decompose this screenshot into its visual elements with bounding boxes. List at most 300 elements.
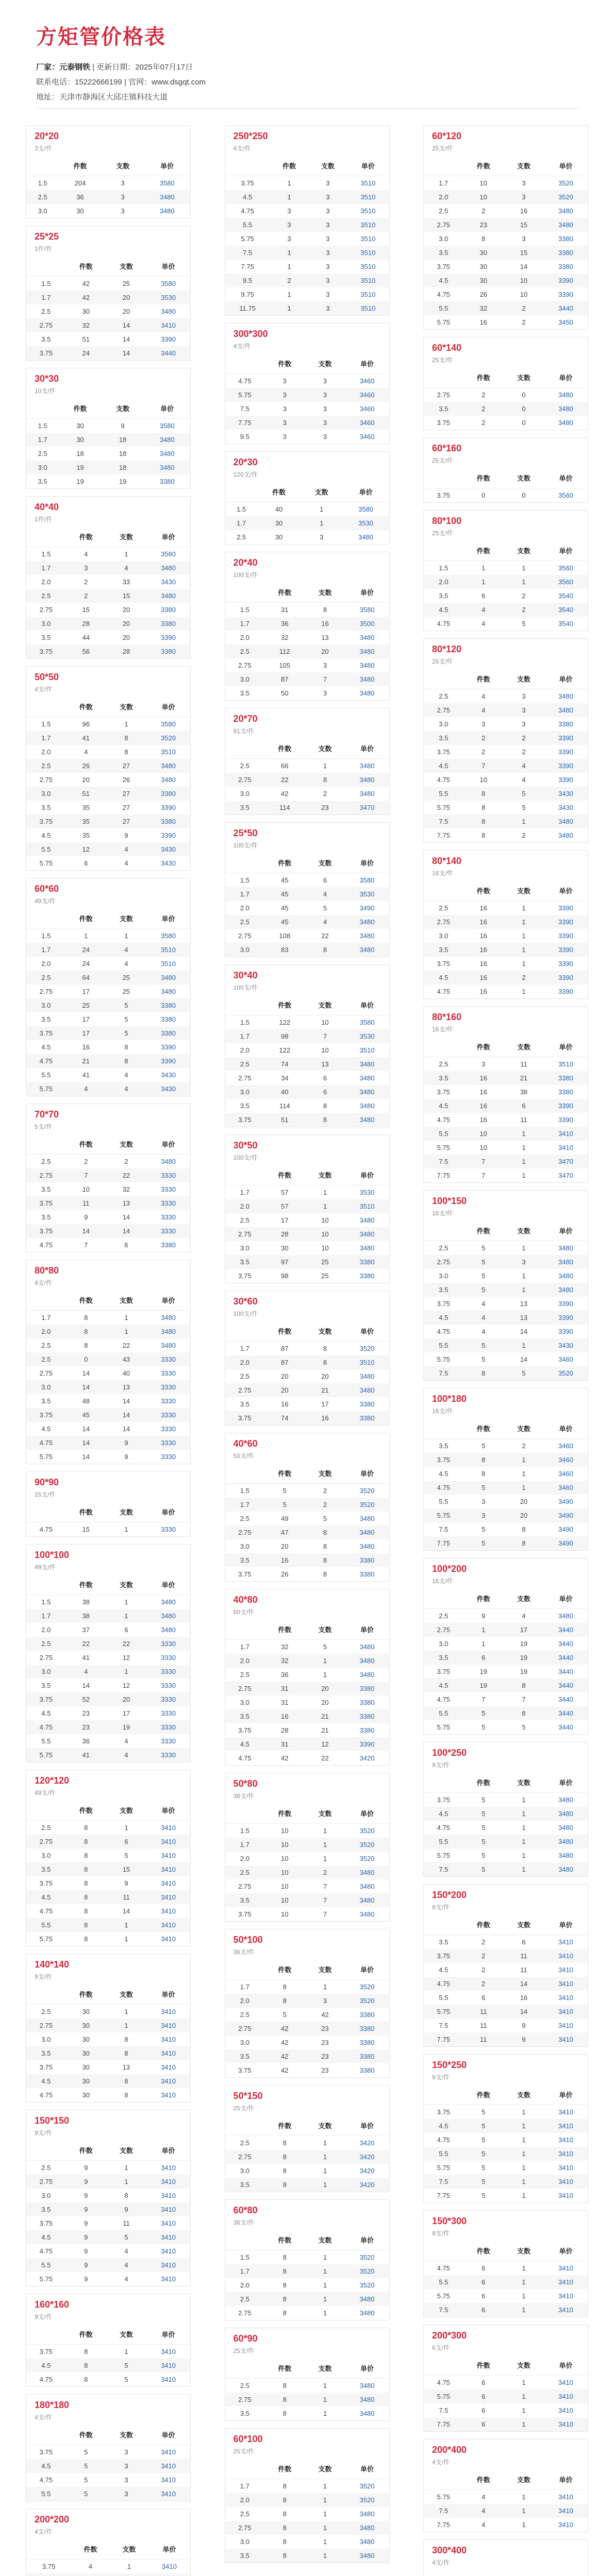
pieces-cell: 14 xyxy=(520,1355,528,1363)
pieces-cell: 1 xyxy=(504,2147,544,2161)
price-cell: 3390 xyxy=(146,1054,190,1068)
price-card xyxy=(225,1589,390,1766)
header-row xyxy=(225,1803,389,1824)
price-cell: 3410 xyxy=(146,2046,190,2060)
column-header: 支数 xyxy=(106,2324,146,2345)
bundles-cell: 1 xyxy=(270,190,309,204)
pieces-cell: 0 xyxy=(522,419,526,427)
bundles-cell: 2 xyxy=(463,1949,504,1963)
pack-info: 4支/件 xyxy=(35,2414,53,2421)
table-row xyxy=(424,2289,588,2303)
price-table-head xyxy=(225,1803,389,1824)
thickness-cell: 4.5 xyxy=(26,2459,66,2473)
pieces-cell: 1 xyxy=(124,932,128,940)
price-cell: 3480 xyxy=(345,1526,389,1539)
pieces-cell: 7 xyxy=(323,1910,327,1918)
price-table-body xyxy=(26,2445,190,2501)
bundles-cell: 31 xyxy=(280,1699,289,1706)
pieces-cell: 1 xyxy=(504,2119,544,2133)
price-card xyxy=(225,1773,390,1922)
price-cell: 3420 xyxy=(345,2178,389,2192)
table-row xyxy=(424,1609,588,1623)
bundles-cell: 11 xyxy=(479,2022,487,2029)
column-header: 单价 xyxy=(544,468,588,488)
bundles-cell: 5 xyxy=(482,1272,486,1280)
header-thickness xyxy=(225,995,265,1015)
pieces-cell: 2 xyxy=(323,790,327,798)
pieces-cell: 4 xyxy=(106,842,146,856)
price-cell: 3480 xyxy=(359,2410,375,2417)
bundles-cell: 30 xyxy=(82,2063,90,2071)
thickness-cell: 3.5 xyxy=(26,2046,66,2060)
price-cell: 3480 xyxy=(146,759,190,773)
price-cell: 3390 xyxy=(558,932,573,940)
bundles-cell: 16 xyxy=(463,943,504,957)
bundles-cell: 44 xyxy=(82,634,90,641)
table-row xyxy=(225,218,389,232)
bundles-cell: 47 xyxy=(264,1526,305,1539)
table-row xyxy=(26,1876,190,1890)
table-row xyxy=(26,787,190,801)
price-card-header xyxy=(424,1388,588,1418)
price-table-body xyxy=(424,1057,588,1183)
pieces-cell: 9 xyxy=(124,1453,128,1461)
bundles-cell: 2 xyxy=(482,1938,486,1946)
pieces-cell: 1 xyxy=(323,2382,327,2389)
thickness-cell: 2.0 xyxy=(41,578,51,586)
table-row xyxy=(225,929,389,943)
column-header: 支数 xyxy=(504,1037,544,1057)
table-row xyxy=(225,759,389,773)
price-table-head xyxy=(26,256,190,277)
column-header: 单价 xyxy=(146,527,190,547)
pack-info: 6支/件 xyxy=(432,2344,450,2351)
column-header: 件数 xyxy=(66,2140,106,2161)
price-cell: 3380 xyxy=(359,1699,375,1706)
thickness-cell: 3.5 xyxy=(439,592,449,600)
column-header: 支数 xyxy=(305,738,345,759)
table-row xyxy=(26,461,190,474)
thickness-cell: 7.75 xyxy=(225,416,265,430)
spec-title: 120*120 xyxy=(35,1775,70,1786)
price-cell: 3410 xyxy=(146,2487,190,2501)
price-table-head xyxy=(26,1800,190,1821)
table-row xyxy=(225,1512,389,1526)
spec-title: 90*90 xyxy=(35,1477,59,1487)
thickness-cell: 7.5 xyxy=(424,1155,463,1168)
bundles-cell: 1 xyxy=(287,179,291,187)
bundles-cell: 7 xyxy=(84,1241,88,1249)
price-cell: 3580 xyxy=(359,606,375,614)
column-header: 单价 xyxy=(146,2140,190,2161)
spec-title: 20*20 xyxy=(35,131,59,141)
pieces-cell: 2 xyxy=(522,318,526,326)
bundles-cell: 3 xyxy=(482,720,486,728)
column-header: 件数 xyxy=(264,582,305,603)
price-card-header xyxy=(225,126,389,156)
column-header: 件数 xyxy=(264,2459,305,2479)
pack-info: 36支/件 xyxy=(233,2219,255,2226)
pieces-cell: 3 xyxy=(326,235,330,243)
pieces-cell: 3 xyxy=(305,416,345,430)
header-thickness xyxy=(26,398,59,419)
pieces-cell: 8 xyxy=(323,606,327,614)
price-table-body xyxy=(225,1980,389,2078)
price-cell: 3380 xyxy=(345,2049,389,2063)
price-cell: 3380 xyxy=(558,263,573,270)
bundles-cell: 10 xyxy=(264,1893,305,1907)
price-cell: 3490 xyxy=(544,1509,588,1522)
price-cell: 3330 xyxy=(146,1692,190,1706)
pieces-cell: 8 xyxy=(323,1570,327,1578)
table-row xyxy=(26,1595,190,1609)
thickness-cell: 2.5 xyxy=(41,1824,51,1832)
bundles-cell: 9 xyxy=(482,1612,486,1620)
pieces-cell: 5 xyxy=(323,1515,327,1522)
price-cell: 3480 xyxy=(558,832,573,839)
thickness-cell: 7.5 xyxy=(424,1366,463,1380)
price-card-header xyxy=(225,1773,389,1803)
table-row xyxy=(424,1623,588,1637)
price-cell: 3440 xyxy=(558,1668,573,1675)
header-thickness xyxy=(424,367,463,388)
price-cell: 3380 xyxy=(345,1553,389,1567)
price-cell: 3480 xyxy=(345,1866,389,1879)
bundles-cell: 6 xyxy=(482,2292,486,2300)
bundles-cell: 23 xyxy=(463,218,504,232)
thickness-cell: 3.75 xyxy=(26,815,66,828)
table-row xyxy=(26,828,190,842)
header-row xyxy=(26,908,190,929)
price-table-head xyxy=(26,2539,190,2560)
price-cell: 3510 xyxy=(360,179,376,187)
table-row xyxy=(424,689,588,704)
pieces-cell: 14 xyxy=(122,1907,130,1915)
thickness-cell: 3.0 xyxy=(41,2192,51,2199)
bundles-cell: 57 xyxy=(280,1189,289,1196)
price-table xyxy=(424,1588,588,1734)
header-thickness xyxy=(225,1959,265,1980)
price-cell: 3410 xyxy=(146,1918,190,1932)
thickness-cell: 2.75 xyxy=(238,662,252,669)
pieces-cell: 3 xyxy=(319,533,324,541)
price-cell: 3430 xyxy=(146,1082,190,1096)
pieces-cell: 1 xyxy=(504,1835,544,1849)
column-header: 支数 xyxy=(504,669,544,689)
column-header: 单价 xyxy=(146,2425,190,2445)
price-cell: 3480 xyxy=(345,915,389,929)
thickness-cell: 3.75 xyxy=(424,1949,463,1963)
thickness-cell: 5.75 xyxy=(39,2275,53,2283)
thickness-cell: 3.0 xyxy=(439,720,449,728)
pieces-cell: 20 xyxy=(122,634,130,641)
bundles-cell: 5 xyxy=(84,2476,88,2484)
bundles-cell: 3 xyxy=(287,235,291,243)
bundles-cell: 30 xyxy=(275,533,283,541)
thickness-cell: 2.0 xyxy=(240,634,250,641)
table-row xyxy=(26,2359,190,2372)
bundles-cell: 20 xyxy=(280,1372,289,1380)
pieces-cell: 5 xyxy=(106,2230,146,2244)
bundles-cell: 56 xyxy=(66,645,106,658)
column-header: 件数 xyxy=(264,1619,305,1640)
table-row xyxy=(424,402,588,416)
bundles-cell: 5 xyxy=(463,1338,504,1352)
pack-info: 4支/件 xyxy=(233,343,251,350)
thickness-cell: 3.0 xyxy=(240,1699,250,1706)
bundles-cell: 14 xyxy=(82,1453,90,1461)
header-row xyxy=(225,2230,389,2250)
bundles-cell: 17 xyxy=(280,1216,289,1224)
thickness-cell: 3.75 xyxy=(26,346,66,360)
table-row xyxy=(26,929,190,943)
bundles-cell: 38 xyxy=(66,1609,106,1623)
pieces-cell: 13 xyxy=(520,1300,528,1308)
price-cell: 3330 xyxy=(161,1425,176,1433)
price-cell: 3380 xyxy=(146,787,190,801)
pieces-cell: 16 xyxy=(520,207,528,215)
bundles-cell: 8 xyxy=(264,2264,305,2278)
price-card xyxy=(423,1388,588,1551)
price-table-body xyxy=(225,1015,389,1127)
thickness-cell: 5.75 xyxy=(437,804,450,811)
price-table-body xyxy=(424,1439,588,1551)
table-row xyxy=(225,1213,389,1227)
price-cell: 3410 xyxy=(558,1144,573,1151)
column-header: 单价 xyxy=(343,482,389,502)
table-row xyxy=(26,2032,190,2046)
pieces-cell: 8 xyxy=(504,1536,544,1550)
price-cell: 3480 xyxy=(359,1671,375,1679)
pieces-cell: 1 xyxy=(124,550,128,558)
bundles-cell: 41 xyxy=(82,1071,90,1079)
bundles-cell: 52 xyxy=(66,1692,106,1706)
bundles-cell: 23 xyxy=(82,1709,90,1717)
bundles-cell: 5 xyxy=(463,2119,504,2133)
table-row xyxy=(26,1734,190,1748)
bundles-cell: 31 xyxy=(280,606,289,614)
pieces-cell: 1 xyxy=(522,2108,526,2116)
pieces-cell: 6 xyxy=(323,876,327,884)
table-row xyxy=(26,971,190,985)
pieces-cell: 10 xyxy=(321,1244,329,1252)
header-thickness xyxy=(26,156,59,176)
table-row xyxy=(26,589,190,603)
bundles-cell: 8 xyxy=(283,2167,287,2175)
pieces-cell: 9 xyxy=(106,1436,146,1450)
bundles-cell: 30 xyxy=(463,274,504,287)
pieces-cell: 4 xyxy=(106,1748,146,1762)
bundles-cell: 87 xyxy=(264,1355,305,1369)
bundles-cell: 6 xyxy=(463,2389,504,2403)
thickness-cell: 5.75 xyxy=(424,1509,463,1522)
bundles-cell: 7 xyxy=(463,759,504,773)
header-thickness xyxy=(225,156,270,176)
table-row xyxy=(424,176,588,191)
spec-title: 60*90 xyxy=(233,2333,258,2344)
price-table xyxy=(225,2115,389,2192)
pieces-cell: 3 xyxy=(504,1255,544,1269)
column-header: 件数 xyxy=(463,468,504,488)
thickness-cell: 1.5 xyxy=(240,1487,250,1495)
thickness-cell: 7.5 xyxy=(225,246,270,260)
header-thickness xyxy=(225,1463,265,1484)
pieces-cell: 23 xyxy=(321,2066,329,2074)
bundles-cell: 16 xyxy=(463,915,504,929)
table-row xyxy=(26,1311,190,1325)
thickness-cell: 1.7 xyxy=(240,1983,250,1991)
table-row xyxy=(225,374,389,388)
thickness-cell: 5.75 xyxy=(26,1748,66,1762)
price-cell: 3410 xyxy=(146,2359,190,2372)
price-cell: 3410 xyxy=(161,2036,176,2043)
pieces-cell: 1 xyxy=(504,1481,544,1495)
price-table-head xyxy=(424,468,588,488)
price-cell: 3330 xyxy=(146,1224,190,1238)
bundles-cell: 204 xyxy=(74,179,86,187)
bundles-cell: 8 xyxy=(283,2410,287,2417)
pieces-cell: 8 xyxy=(305,1355,345,1369)
pieces-cell: 14 xyxy=(106,1408,146,1422)
thickness-cell: 7.5 xyxy=(439,2022,449,2029)
thickness-cell: 2.5 xyxy=(41,308,51,315)
bundles-cell: 8 xyxy=(463,1366,504,1380)
pieces-cell: 16 xyxy=(305,617,345,631)
column-header: 件数 xyxy=(66,1134,106,1155)
spec-title: 150*200 xyxy=(432,1890,467,1900)
price-table-body xyxy=(424,1609,588,1735)
column-header: 支数 xyxy=(504,2084,544,2105)
pieces-cell: 1 xyxy=(522,2521,526,2529)
pieces-cell: 23 xyxy=(305,2049,345,2063)
pieces-cell: 28 xyxy=(106,645,146,658)
price-table xyxy=(225,2358,389,2420)
thickness-cell: 3.5 xyxy=(26,1862,66,1876)
bundles-cell: 35 xyxy=(82,804,90,811)
thickness-cell: 2.75 xyxy=(225,2393,265,2406)
header-row xyxy=(225,1463,389,1484)
price-table-head xyxy=(26,1984,190,2005)
spec-title: 60*140 xyxy=(432,343,462,353)
table-row xyxy=(424,488,588,503)
spec-title: 80*100 xyxy=(432,516,462,526)
table-row xyxy=(424,1637,588,1651)
price-cell: 3450 xyxy=(558,318,573,326)
column-header: 单价 xyxy=(146,1984,190,2005)
thickness-cell: 3.75 xyxy=(26,1196,66,1210)
column-header: 支数 xyxy=(102,156,144,176)
table-row xyxy=(424,190,588,204)
pieces-cell: 17 xyxy=(122,1709,130,1717)
bundles-cell: 16 xyxy=(264,1709,305,1723)
thickness-cell: 5.75 xyxy=(241,235,254,243)
thickness-cell: 3.5 xyxy=(240,1102,250,1110)
pieces-cell: 2 xyxy=(124,1158,128,1165)
price-cell: 3580 xyxy=(161,280,176,287)
price-cell: 3410 xyxy=(161,2247,176,2255)
price-card-header xyxy=(225,1589,389,1619)
pieces-cell: 1 xyxy=(522,1272,526,1280)
pieces-cell: 3 xyxy=(522,179,526,187)
pieces-cell: 3 xyxy=(308,274,347,287)
spec-title: 100*150 xyxy=(432,1196,467,1206)
column-header: 件数 xyxy=(463,669,504,689)
pieces-cell: 3 xyxy=(308,218,347,232)
bundles-cell: 3 xyxy=(463,1509,504,1522)
price-cell: 3490 xyxy=(544,1536,588,1550)
pieces-cell: 5 xyxy=(323,904,327,912)
column-header: 支数 xyxy=(504,156,544,176)
pieces-cell: 8 xyxy=(305,1553,345,1567)
price-cell: 3410 xyxy=(161,2376,176,2383)
table-row xyxy=(424,828,588,842)
pieces-cell: 1 xyxy=(305,2521,345,2535)
price-table xyxy=(424,2241,588,2317)
bundles-cell: 30 xyxy=(66,2074,106,2088)
price-table-head xyxy=(26,1502,190,1522)
table-row xyxy=(26,2175,190,2189)
bundles-cell: 5 xyxy=(482,1796,486,1804)
table-row xyxy=(225,2136,389,2150)
thickness-cell: 2.0 xyxy=(424,575,463,589)
price-cell: 3480 xyxy=(359,762,375,770)
bundles-cell: 4 xyxy=(463,603,504,617)
table-row xyxy=(225,402,389,416)
price-cell: 3380 xyxy=(146,815,190,828)
column-header: 支数 xyxy=(305,2358,345,2379)
pieces-cell: 0 xyxy=(522,492,526,499)
pieces-cell: 26 xyxy=(122,776,130,784)
price-cell: 3520 xyxy=(359,1487,375,1495)
price-card xyxy=(225,708,390,815)
column-header: 单价 xyxy=(544,1221,588,1241)
table-row xyxy=(424,2389,588,2403)
thickness-cell: 4.5 xyxy=(225,1737,265,1751)
bundles-cell: 32 xyxy=(264,1654,305,1668)
price-cell: 3410 xyxy=(558,1994,573,2002)
table-row xyxy=(225,232,389,246)
price-cell: 3410 xyxy=(146,2019,190,2032)
table-row xyxy=(225,2049,389,2063)
thickness-cell: 1.5 xyxy=(41,280,51,287)
thickness-cell: 4.75 xyxy=(238,1754,252,1762)
table-row xyxy=(26,957,190,971)
column-header: 件数 xyxy=(258,482,301,502)
table-row xyxy=(424,915,588,929)
spec-title: 60*100 xyxy=(233,2434,263,2444)
pieces-cell: 1 xyxy=(522,1244,526,1252)
column-header: 单价 xyxy=(345,353,389,374)
price-cell: 3480 xyxy=(359,2510,375,2518)
table-row xyxy=(225,1737,389,1751)
thickness-cell: 3.0 xyxy=(439,1640,449,1648)
table-row xyxy=(225,617,389,631)
bundles-cell: 4 xyxy=(84,748,88,756)
price-cell: 3510 xyxy=(347,301,389,315)
thickness-cell: 4.75 xyxy=(39,2476,53,2484)
table-row xyxy=(225,1099,389,1113)
column-header: 件数 xyxy=(264,1959,305,1980)
pieces-cell: 1 xyxy=(504,2504,544,2518)
price-table-head xyxy=(225,1165,389,1185)
table-row xyxy=(225,1879,389,1893)
pieces-cell: 2 xyxy=(504,603,544,617)
column-header: 支数 xyxy=(106,1800,146,1821)
price-cell: 3480 xyxy=(544,1862,588,1876)
price-cell: 3480 xyxy=(359,790,375,798)
bundles-cell: 8 xyxy=(84,1342,88,1349)
header-thickness xyxy=(225,2358,265,2379)
